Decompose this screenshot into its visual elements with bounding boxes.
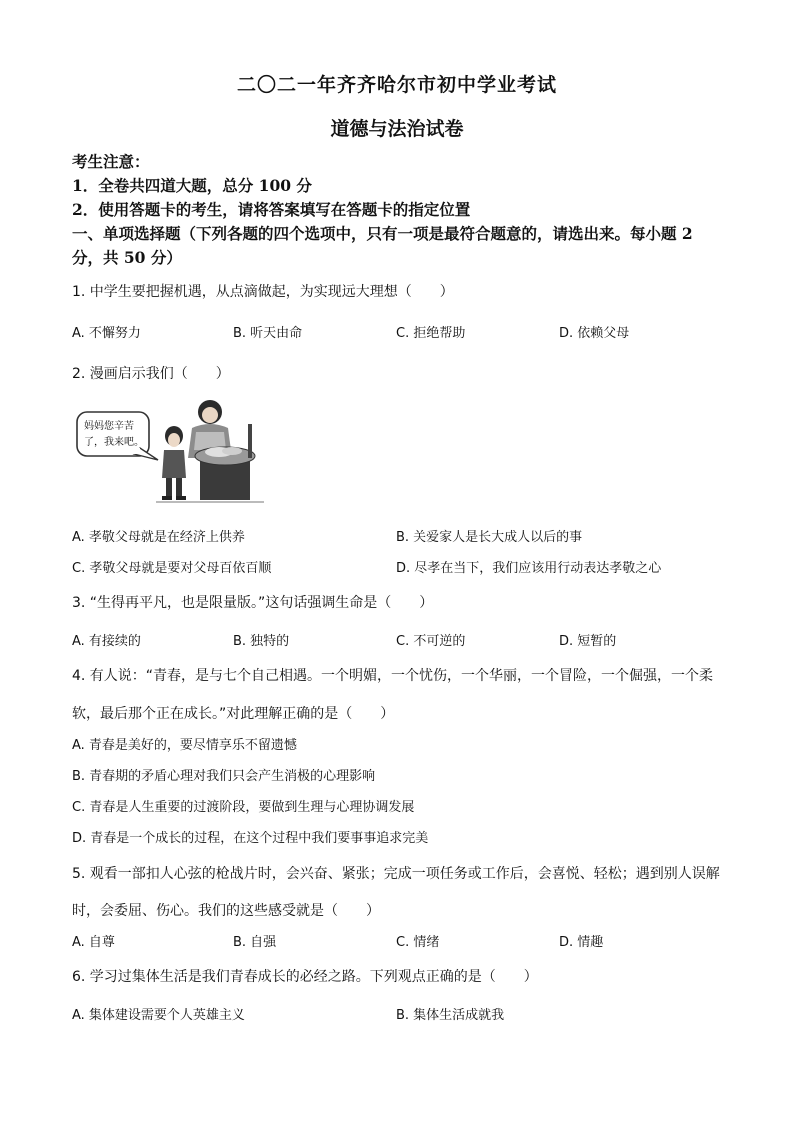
- q4-option-a: A. 青春是美好的，要尽情享乐不留遗憾: [72, 738, 297, 753]
- section-heading-line2: 分，共 50 分）: [72, 248, 182, 267]
- question-2-stem: 2. 漫画启示我们（ ）: [72, 366, 230, 382]
- q5-option-c: C. 情绪: [396, 935, 440, 950]
- q1-option-d: D. 依赖父母: [559, 326, 630, 341]
- question-5-stem-line1: 5. 观看一部扣人心弦的枪战片时，会兴奋、紧张；完成一项任务或工作后，会喜悦、轻松；遇到别人误解: [72, 866, 720, 882]
- q2-option-c: C. 孝敬父母就是要对父母百依百顺: [72, 561, 272, 576]
- q4-option-c: C. 青春是人生重要的过渡阶段，要做到生理与心理协调发展: [72, 800, 415, 815]
- cartoon-bubble-line2: 了，我来吧。: [84, 437, 144, 448]
- q2-option-a: A. 孝敬父母就是在经济上供养: [72, 530, 245, 545]
- question-4-stem-line2: 软，最后那个正在成长。”对此理解正确的是（ ）: [72, 706, 395, 722]
- q2-option-d: D. 尽孝在当下，我们应该用行动表达孝敬之心: [396, 561, 662, 576]
- q5-option-b: B. 自强: [233, 935, 277, 950]
- exam-title: 二〇二一年齐齐哈尔市初中学业考试: [236, 74, 557, 96]
- question-6-stem: 6. 学习过集体生活是我们青春成长的必经之路。下列观点正确的是（ ）: [72, 969, 538, 985]
- q5-option-d: D. 情趣: [559, 935, 604, 950]
- exam-subtitle: 道德与法治试卷: [330, 118, 464, 140]
- q3-option-d: D. 短暂的: [559, 634, 617, 649]
- q4-option-b: B. 青春期的矛盾心理对我们只会产生消极的心理影响: [72, 769, 376, 784]
- q5-option-a: A. 自尊: [72, 935, 115, 950]
- notice-item-1: 1．全卷共四道大题，总分 100 分: [72, 176, 312, 195]
- q4-option-d: D. 青春是一个成长的过程，在这个过程中我们要事事追求完美: [72, 831, 429, 846]
- q2-option-b: B. 关爱家人是长大成人以后的事: [396, 530, 583, 545]
- q1-option-b: B. 听天由命: [233, 326, 303, 341]
- q3-option-c: C. 不可逆的: [396, 634, 466, 649]
- notice-heading: 考生注意：: [72, 152, 150, 171]
- q6-option-a: A. 集体建设需要个人英雄主义: [72, 1008, 245, 1023]
- q1-option-c: C. 拒绝帮助: [396, 326, 466, 341]
- question-4-stem-line1: 4. 有人说：“青春，是与七个自己相遇。一个明媚，一个忧伤，一个华丽，一个冒险，一个倔强，一个柔: [72, 668, 714, 684]
- question-5-stem-line2: 时，会委屈、伤心。我们的这些感受就是（ ）: [72, 903, 380, 919]
- cartoon-image: [74, 398, 269, 508]
- notice-item-2: 2．使用答题卡的考生，请将答案填写在答题卡的指定位置: [72, 200, 471, 219]
- q3-option-b: B. 独特的: [233, 634, 290, 649]
- section-heading-line1: 一、单项选择题（下列各题的四个选项中，只有一项是最符合题意的，请选出来。每小题 2: [72, 224, 693, 243]
- q1-option-a: A. 不懈努力: [72, 326, 141, 341]
- question-1-stem: 1. 中学生要把握机遇，从点滴做起，为实现远大理想（ ）: [72, 284, 454, 300]
- question-3-stem: 3. “生得再平凡，也是限量版。”这句话强调生命是（ ）: [72, 595, 434, 611]
- q3-option-a: A. 有接续的: [72, 634, 141, 649]
- cartoon-bubble-line1: 妈妈您辛苦: [84, 421, 134, 432]
- q6-option-b: B. 集体生活成就我: [396, 1008, 505, 1023]
